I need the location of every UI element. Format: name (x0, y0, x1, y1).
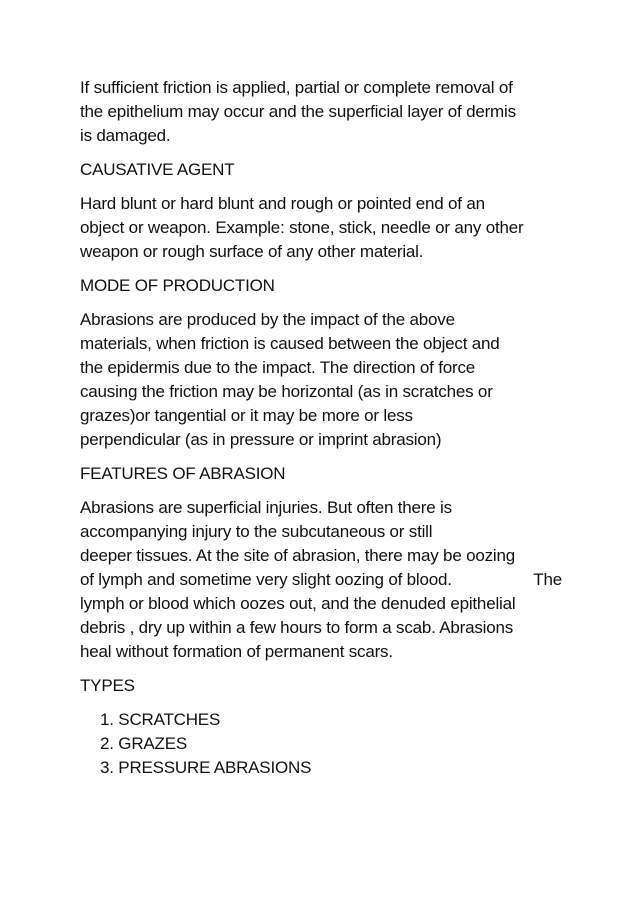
causative-agent-heading: CAUSATIVE AGENT (80, 160, 235, 179)
text-line: heal without formation of permanent scars. (80, 642, 393, 661)
list-item: 3. PRESSURE ABRASIONS (100, 758, 312, 777)
text-line-right: The (533, 570, 562, 589)
features-of-abrasion-heading: FEATURES OF ABRASION (80, 464, 286, 483)
list-item: 1. SCRATCHES (100, 710, 221, 729)
text-line-left: of lymph and sometime very slight oozing of blood. (80, 570, 452, 589)
text-line: object or weapon. Example: stone, stick, needle or any other (80, 218, 524, 237)
mode-of-production-heading: MODE OF PRODUCTION (80, 276, 275, 295)
text-line: the epithelium may occur and the superficial layer of dermis (80, 102, 516, 121)
text-line-split (80, 568, 562, 592)
features-of-abrasion-paragraph (80, 496, 578, 664)
text-line: is damaged. (80, 126, 171, 145)
text-line: If sufficient friction is applied, partial or complete removal of (80, 78, 513, 97)
text-line: accompanying injury to the subcutaneous or still (80, 522, 433, 541)
types-heading: TYPES (80, 676, 135, 695)
text-line: lymph or blood which oozes out, and the denuded epithelial (80, 594, 516, 613)
text-line: Abrasions are superficial injuries. But often there is (80, 498, 452, 517)
intro-paragraph (80, 76, 578, 148)
types-list (80, 708, 578, 780)
text-line: deeper tissues. At the site of abrasion, there may be oozing (80, 546, 515, 565)
text-line: Abrasions are produced by the impact of the above (80, 310, 455, 329)
text-line: Hard blunt or hard blunt and rough or pointed end of an (80, 194, 485, 213)
text-line: materials, when friction is caused between the object and (80, 334, 500, 353)
causative-agent-paragraph (80, 192, 578, 264)
text-line: grazes)or tangential or it may be more or less (80, 406, 413, 425)
list-item: 2. GRAZES (100, 734, 188, 753)
text-line: perpendicular (as in pressure or imprint abrasion) (80, 430, 442, 449)
text-line: causing the friction may be horizontal (as in scratches or (80, 382, 493, 401)
mode-of-production-paragraph (80, 308, 578, 452)
text-line: weapon or rough surface of any other material. (80, 242, 424, 261)
text-line: the epidermis due to the impact. The direction of force (80, 358, 476, 377)
text-line: debris , dry up within a few hours to form a scab. Abrasions (80, 618, 514, 637)
